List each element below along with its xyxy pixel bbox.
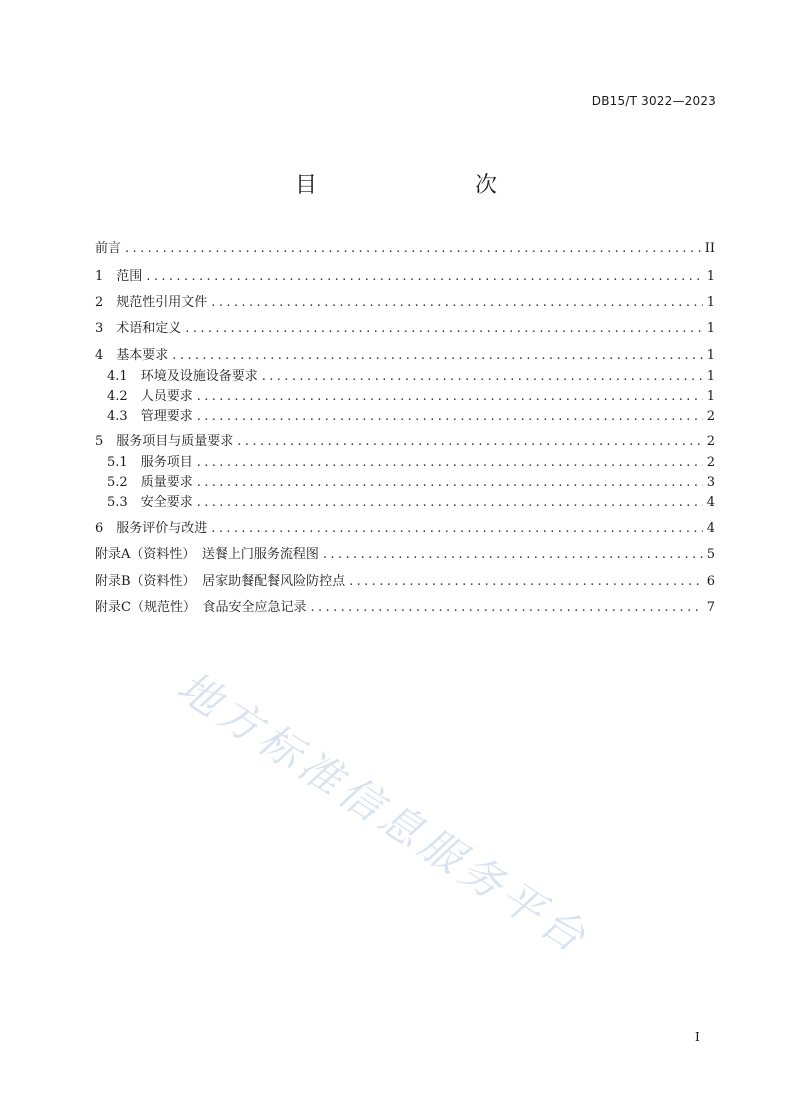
toc-leader-dots [349, 573, 703, 591]
toc-entry-label: 规范性引用文件 [116, 295, 208, 310]
toc-entry-label: 送餐上门服务流程图 [201, 547, 319, 562]
toc-entry[interactable] [95, 520, 715, 538]
toc-entry-number: 附录A（资料性） [95, 547, 202, 562]
toc-entry-number: 5.1 [107, 455, 141, 470]
toc-entry-page: 1 [706, 295, 715, 310]
toc-entry-number: 附录B（资料性） [95, 574, 203, 589]
toc-entry-number: 4 [95, 348, 117, 363]
toc-entry-label: 前言 [95, 241, 122, 256]
toc-entry-label: 管理要求 [140, 409, 193, 424]
toc-entry-page: 1 [706, 369, 715, 384]
toc-entry-number: 附录C（规范性） [95, 600, 203, 615]
toc-entry-label: 范围 [116, 269, 143, 284]
toc-leader-dots [197, 474, 703, 492]
toc-entry-label: 术语和定义 [116, 321, 182, 336]
toc-entry-page: 7 [706, 600, 715, 615]
toc-leader-dots [237, 433, 702, 451]
toc-entry[interactable] [95, 268, 715, 286]
toc-subentry[interactable] [107, 474, 715, 492]
toc-entry-label: 环境及设施设备要求 [140, 369, 258, 384]
toc-entry-page: 4 [706, 521, 715, 536]
toc-entry-page: 4 [706, 495, 715, 510]
toc-leader-dots [197, 454, 703, 472]
toc-entry-number: 5.2 [107, 475, 141, 490]
toc-leader-dots [197, 388, 703, 406]
toc-entry-page: II [704, 241, 715, 256]
toc-subentry[interactable] [107, 368, 715, 386]
toc-entry-label: 安全要求 [140, 495, 193, 510]
toc-leader-dots [262, 368, 703, 386]
toc-leader-dots [197, 494, 703, 512]
toc-entry-label: 质量要求 [140, 475, 193, 490]
toc-subentry[interactable] [107, 408, 715, 426]
toc-subentry[interactable] [107, 454, 715, 472]
toc-subentry[interactable] [107, 494, 715, 512]
toc-entry-label: 食品安全应急记录 [202, 600, 307, 615]
toc-entry-number: 3 [95, 321, 117, 336]
toc-leader-dots [172, 347, 702, 365]
toc-entry-label: 居家助餐配餐风险防控点 [202, 574, 346, 589]
toc-leader-dots [125, 240, 701, 258]
toc-entry[interactable] [95, 433, 715, 451]
toc-entry-label: 人员要求 [140, 389, 193, 404]
toc-leader-dots [323, 546, 703, 564]
toc-entry-label: 服务评价与改进 [116, 521, 208, 536]
toc-title: 目 次 [294, 173, 535, 198]
toc-leader-dots [197, 408, 703, 426]
toc-leader-dots [211, 520, 702, 538]
toc-entry-page: 6 [706, 574, 715, 589]
toc-entry[interactable] [95, 294, 715, 312]
toc-entry-page: 1 [706, 389, 715, 404]
toc-entry-number: 4.1 [107, 369, 141, 384]
page-number: I [695, 1030, 700, 1044]
toc-entry-number: 5.3 [107, 495, 141, 510]
toc-entry-page: 3 [706, 475, 715, 490]
toc-entry-page: 1 [706, 321, 715, 336]
toc-leader-dots [211, 294, 702, 312]
toc-leader-dots [310, 599, 702, 617]
watermark: 地方标准信息服务平台 [168, 661, 599, 965]
toc-entry-number: 5 [95, 434, 117, 449]
toc-entry[interactable] [95, 240, 715, 258]
toc-entry-page: 2 [706, 434, 715, 449]
toc-entry-label: 服务项目 [140, 455, 193, 470]
toc-leader-dots [146, 268, 702, 286]
toc-entry-page: 5 [706, 547, 715, 562]
toc-entry-page: 1 [706, 269, 715, 284]
toc-entry-page: 2 [706, 455, 715, 470]
toc-entry-number: 1 [95, 269, 117, 284]
toc-subentry[interactable] [107, 388, 715, 406]
toc-leader-dots [185, 320, 702, 338]
toc-entry-page: 1 [706, 348, 715, 363]
toc-entry-number: 2 [95, 295, 117, 310]
toc-appendix-entry[interactable] [95, 546, 715, 564]
toc-appendix-entry[interactable] [95, 573, 715, 591]
toc-entry[interactable] [95, 347, 715, 365]
toc-entry-number: 6 [95, 521, 117, 536]
toc-entry-number: 4.3 [107, 409, 141, 424]
toc-entry-label: 服务项目与质量要求 [116, 434, 234, 449]
toc-entry[interactable] [95, 320, 715, 338]
toc-entry-number: 4.2 [107, 389, 141, 404]
document-code: DB15/T 3022—2023 [591, 94, 716, 108]
toc-appendix-entry[interactable] [95, 599, 715, 617]
toc-entry-page: 2 [706, 409, 715, 424]
toc-entry-label: 基本要求 [116, 348, 169, 363]
